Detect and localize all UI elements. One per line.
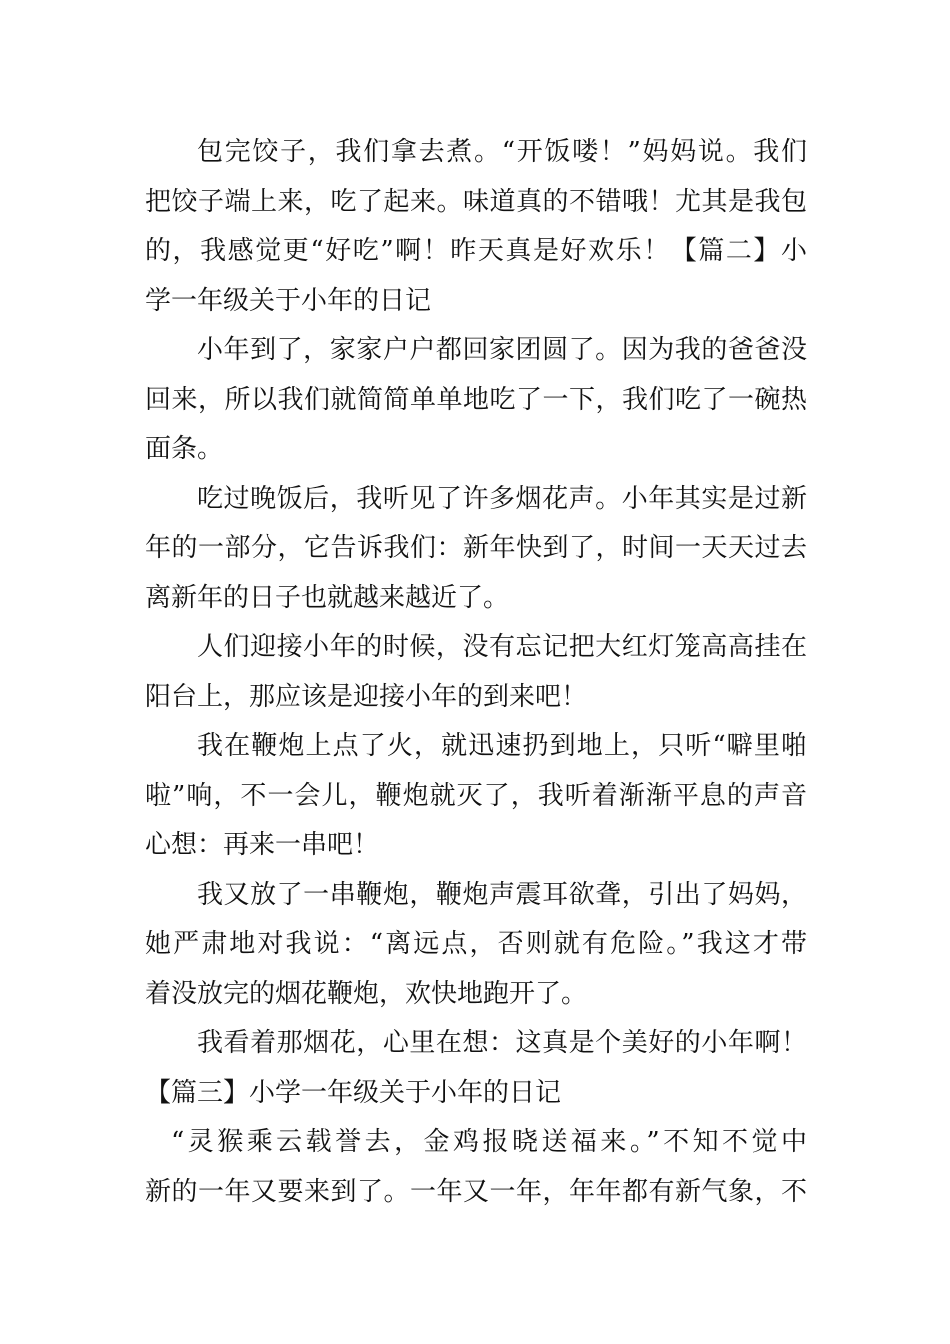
text-line: 她严肃地对我说：“离远点，否则就有危险。”我这才带 <box>145 929 807 959</box>
text-line: 吃过晚饭后，我听见了许多烟花声。小年其实是过新 <box>197 483 807 514</box>
text-line: 年的一部分，它告诉我们：新年快到了，时间一天天过去 <box>145 533 807 563</box>
text-line: 心想：再来一串吧！ <box>145 830 380 860</box>
text-line: 我看着那烟花，心里在想：这真是个美好的小年啊！ <box>197 1028 807 1058</box>
section-heading: 【篇三】小学一年级关于小年的日记 <box>145 1077 562 1108</box>
text-line: 阳台上，那应该是迎接小年的到来吧！ <box>145 681 588 712</box>
text-line: 小年到了，家家户户都回家团圆了。因为我的爸爸没 <box>197 335 807 365</box>
text-line: 面条。 <box>145 434 224 464</box>
text-line: 包完饺子，我们拿去煮。“开饭喽！”妈妈说。我们 <box>197 137 807 167</box>
text-line: 人们迎接小年的时候，没有忘记把大红灯笼高高挂在 <box>197 632 807 662</box>
text-line: 回来，所以我们就简简单单地吃了一下，我们吃了一碗热 <box>145 384 807 415</box>
text-line: 着没放完的烟花鞭炮，欢快地跑开了。 <box>145 978 588 1009</box>
text-line: 离新年的日子也就越来越近了。 <box>145 582 510 613</box>
document-body <box>145 128 807 1217</box>
text-line: 的，我感觉更“好吃”啊！昨天真是好欢乐！【篇二】小 <box>145 236 807 266</box>
text-line: 我在鞭炮上点了火，就迅速扔到地上，只听“噼里啪 <box>197 731 807 761</box>
text-line: 新的一年又要来到了。一年又一年，年年都有新气象，不 <box>145 1176 807 1207</box>
text-line: 学一年级关于小年的日记 <box>145 285 432 316</box>
text-line: 我又放了一串鞭炮，鞭炮声震耳欲聋，引出了妈妈， <box>197 879 807 910</box>
text-line: “灵猴乘云载誉去，金鸡报晓送福来。”不知不觉中 <box>171 1127 807 1157</box>
text-line: 啦”响，不一会儿，鞭炮就灭了，我听着渐渐平息的声音 <box>145 780 807 811</box>
text-line: 把饺子端上来，吃了起来。味道真的不错哦！尤其是我包 <box>145 186 807 217</box>
